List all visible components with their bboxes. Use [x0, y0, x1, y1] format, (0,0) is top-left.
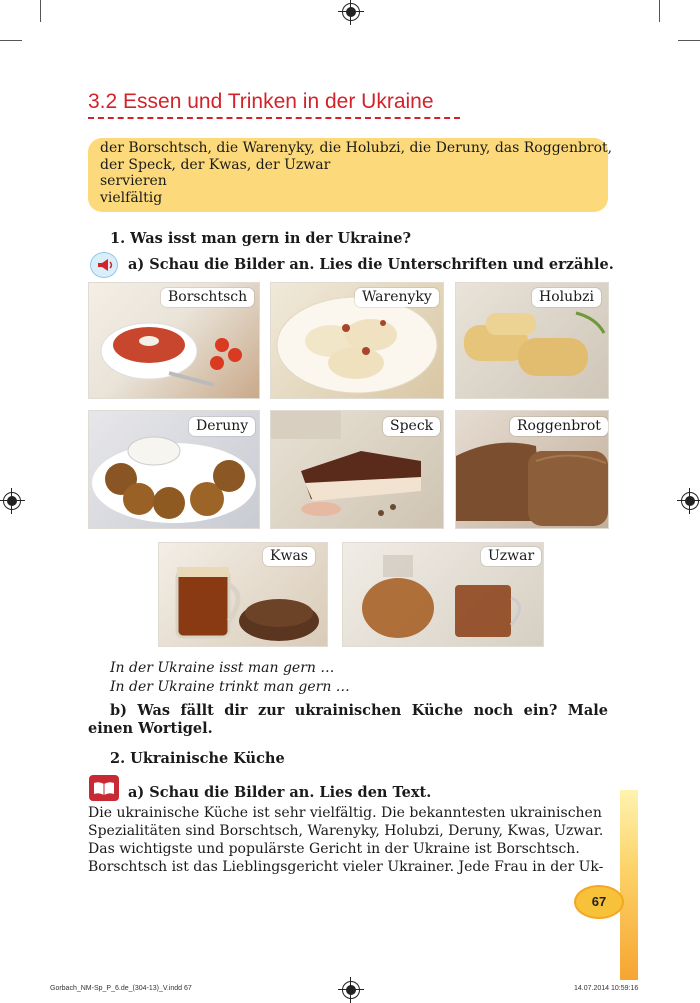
vocab-line: servieren [100, 173, 167, 189]
vocabulary-box [88, 138, 613, 212]
page-number: 67 [574, 885, 624, 919]
registration-mark-left [3, 492, 21, 510]
book-icon [89, 775, 119, 801]
photo-kwas [158, 542, 328, 647]
registration-mark-top [342, 3, 360, 21]
section-title: 3.2 Essen und Trinken in der Ukraine [88, 90, 434, 113]
exercise-1a-task: a) Schau die Bilder an. Lies die Unterschriften und erzähle. [128, 256, 614, 273]
sentence-prompt: In der Ukraine trinkt man gern … [110, 679, 350, 695]
text-line: Das wichtigste und populärste Gericht in der Ukraine ist Borschtsch. [88, 841, 580, 857]
crop-mark [0, 40, 22, 41]
photo-label: Uzwar [481, 547, 541, 566]
vocab-line: der Borschtsch, die Warenyky, die Holubzi, die Deruny, das Roggenbrot, [100, 140, 613, 156]
vocab-line: vielfältig [100, 189, 163, 206]
photo-uzwar [342, 542, 544, 647]
photo-borschtsch [88, 282, 260, 399]
reading-text [88, 804, 610, 876]
crop-mark [678, 40, 700, 41]
footer-file-info: Gorbach_NM-Sp_P_6.de_(304-13)_V.indd 67 [50, 985, 192, 992]
registration-mark-bottom [342, 981, 360, 999]
sentence-prompt: In der Ukraine isst man gern … [110, 660, 335, 676]
text-line: Borschtsch ist das Lieblingsgericht vieler Ukrainer. Jede Frau in der Uk- [88, 859, 604, 875]
photo-label: Speck [383, 417, 440, 436]
crop-mark [40, 0, 41, 22]
registration-mark-right [681, 492, 699, 510]
photo-label: Holubzi [532, 288, 601, 307]
photo-roggenbrot [455, 410, 609, 529]
exercise-2a-task: a) Schau die Bilder an. Lies den Text. [128, 784, 432, 801]
exercise-2-heading: 2. Ukrainische Küche [110, 750, 285, 767]
photo-label: Deruny [189, 417, 255, 436]
exercise-1-heading: 1. Was isst man gern in der Ukraine? [110, 230, 411, 247]
vocab-line: der Speck, der Kwas, der Uzwar [100, 156, 331, 173]
decorative-stripe [620, 790, 638, 980]
photo-label: Borschtsch [161, 288, 254, 307]
photo-holubzi [455, 282, 609, 399]
text-line: Die ukrainische Küche ist sehr vielfältig. Die bekanntesten ukrainischen [88, 805, 602, 821]
title-underline [88, 117, 460, 119]
photo-warenyky [270, 282, 444, 399]
footer-timestamp: 14.07.2014 10:59:16 [574, 985, 639, 992]
photo-label: Kwas [263, 547, 315, 566]
speaker-icon [90, 252, 118, 278]
crop-mark [659, 0, 660, 22]
photo-label: Roggenbrot [510, 417, 608, 436]
photo-deruny [88, 410, 260, 529]
photo-speck [270, 410, 444, 529]
photo-label: Warenyky [355, 288, 439, 307]
text-line: Spezialitäten sind Borschtsch, Warenyky, Holubzi, Deruny, Kwas, Uzwar. [88, 823, 604, 839]
exercise-1b-task: b) Was fällt dir zur ukrainischen Küche noch ein? Male einen Wortigel. [88, 702, 608, 737]
